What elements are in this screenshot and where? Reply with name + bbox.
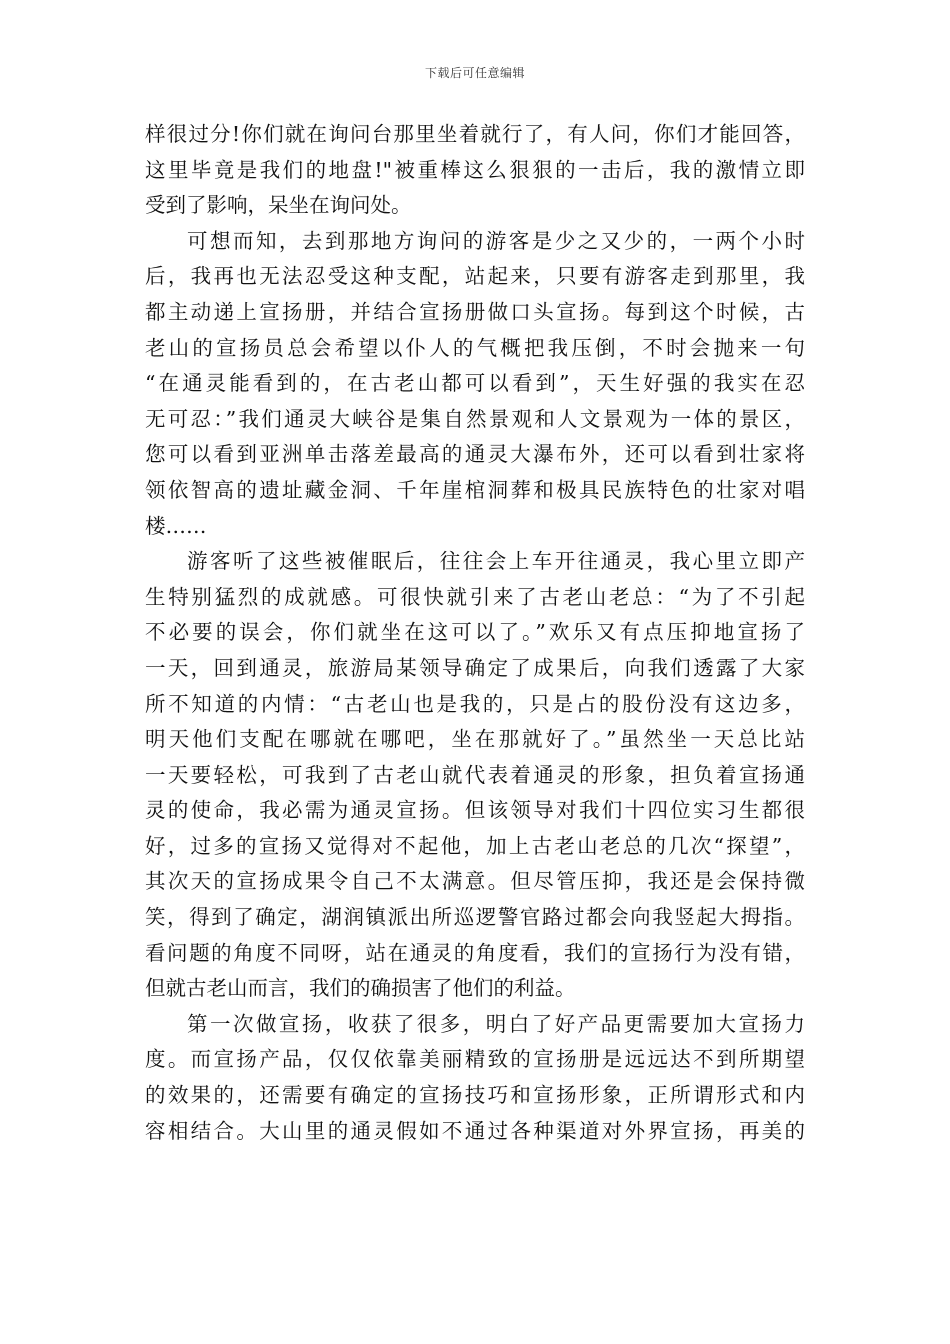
text-line: 其次天的宣扬成果令自己不太满意。但尽管压抑，我还是会保持微 [145, 869, 805, 894]
text-line: 这里毕竟是我们的地盘!"被重棒这么狠狠的一击后，我的激情立即 [145, 157, 805, 182]
text-line: 生特别猛烈的成就感。可很快就引来了古老山老总：“为了不引起 [145, 584, 805, 609]
text-line: 都主动递上宣扬册，并结合宣扬册做口头宣扬。每到这个时候，古 [145, 299, 805, 324]
text-line: 可想而知，去到那地方询问的游客是少之又少的，一两个小时 [187, 228, 805, 253]
text-line: 受到了影响，呆坐在询问处。 [145, 193, 412, 218]
text-line: 看问题的角度不同呀，站在通灵的角度看，我们的宣扬行为没有错， [145, 940, 805, 965]
text-line: 无可忍：”我们通灵大峡谷是集自然景观和人文景观为一体的景区， [145, 406, 805, 431]
text-line: 不必要的误会，你们就坐在这可以了。”欢乐又有点压抑地宣扬了 [145, 620, 805, 645]
text-line: 笑，得到了确定，湖润镇派出所巡逻警官路过都会向我竖起大拇指。 [145, 905, 805, 930]
text-line: 您可以看到亚洲单击落差最高的通灵大瀑布外，还可以看到壮家将 [145, 442, 805, 467]
text-line: 领依智高的遗址藏金洞、千年崖棺洞葬和极具民族特色的壮家对唱 [145, 477, 805, 502]
text-line: 但就古老山而言，我们的确损害了他们的利益。 [145, 976, 576, 1001]
text-line: 一天，回到通灵，旅游局某领导确定了成果后，向我们透露了大家 [145, 655, 805, 680]
text-line: 楼…… [145, 513, 207, 538]
text-line: 样很过分!你们就在询问台那里坐着就行了，有人问，你们才能回答， [145, 122, 805, 146]
text-line: 明天他们支配在哪就在哪吧，坐在那就好了。”虽然坐一天总比站 [145, 727, 805, 752]
text-line: 游客听了这些被催眠后，往往会上车开往通灵，我心里立即产 [187, 549, 805, 574]
text-line: 第一次做宣扬，收获了很多，明白了好产品更需要加大宣扬力 [187, 1011, 805, 1036]
text-line: 度。而宣扬产品，仅仅依靠美丽精致的宣扬册是远远达不到所期望 [145, 1047, 805, 1072]
text-line: 容相结合。大山里的通灵假如不通过各种渠道对外界宣扬，再美的 [145, 1118, 805, 1143]
text-line: 好，过多的宣扬又觉得对不起他，加上古老山老总的几次“探望”， [145, 833, 805, 858]
text-line: “在通灵能看到的，在古老山都可以看到”，天生好强的我实在忍 [145, 371, 805, 396]
text-line: 的效果的，还需要有确定的宣扬技巧和宣扬形象，正所谓形式和内 [145, 1083, 805, 1108]
text-line: 灵的使命，我必需为通灵宣扬。但该领导对我们十四位实习生都很 [145, 798, 805, 823]
text-line: 老山的宣扬员总会希望以仆人的气概把我压倒，不时会抛来一句 [145, 335, 805, 360]
text-line: 所不知道的内情：“古老山也是我的，只是占的股份没有这边多， [145, 691, 805, 716]
text-line: 一天要轻松，可我到了古老山就代表着通灵的形象，担负着宣扬通 [145, 762, 805, 787]
header-note: 下载后可任意编辑 [424, 66, 525, 80]
text-line: 后，我再也无法忍受这种支配，站起来，只要有游客走到那里，我 [145, 264, 805, 289]
document-body [145, 117, 805, 1149]
